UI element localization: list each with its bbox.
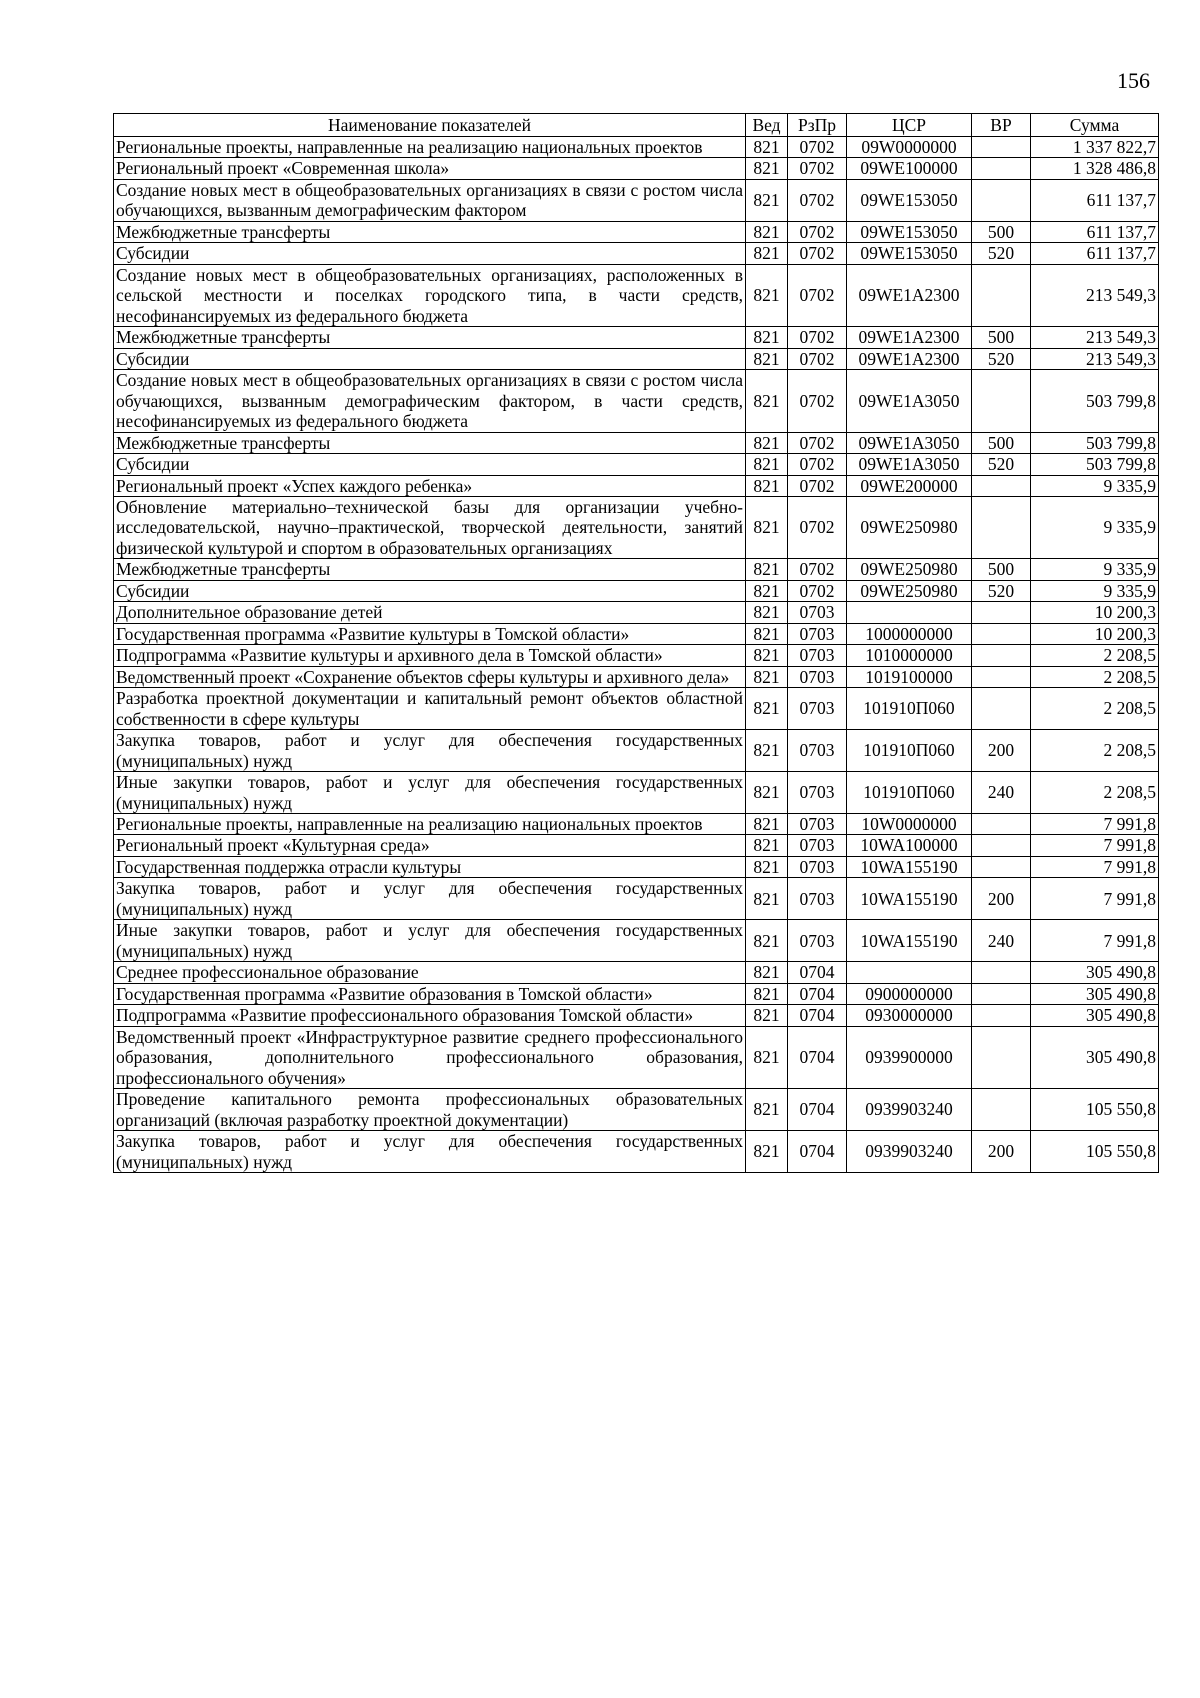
cell-ved: 821 [746, 645, 788, 666]
cell-vr [972, 496, 1031, 558]
table-row [114, 454, 1159, 475]
cell-ved: 821 [746, 878, 788, 920]
cell-ved: 821 [746, 580, 788, 601]
cell-sum: 2 208,5 [1031, 666, 1159, 687]
header-ved: Вед [746, 114, 788, 137]
cell-name: Субсидии [114, 243, 746, 264]
cell-csr: 09WE100000 [847, 158, 972, 179]
cell-name: Создание новых мест в общеобразовательных организациях в связи с ростом числа обучающихся, вызванным демографическим фактором [114, 179, 746, 221]
cell-csr: 09WE200000 [847, 475, 972, 496]
cell-sum: 305 490,8 [1031, 1026, 1159, 1088]
cell-vr [972, 1089, 1031, 1131]
cell-csr: 1019100000 [847, 666, 972, 687]
cell-name: Среднее профессиональное образование [114, 962, 746, 983]
cell-rzpr: 0703 [788, 688, 847, 730]
cell-name: Субсидии [114, 348, 746, 369]
cell-ved: 821 [746, 348, 788, 369]
budget-table [113, 113, 1159, 1173]
cell-csr: 10WA100000 [847, 835, 972, 856]
cell-name: Создание новых мест в общеобразовательных организациях в связи с ростом числа обучающихся, вызванным демографическим фактором, в части средств, несофинансируемых из федерального бюджета [114, 370, 746, 432]
cell-ved: 821 [746, 1005, 788, 1026]
cell-sum: 611 137,7 [1031, 243, 1159, 264]
cell-sum: 2 208,5 [1031, 645, 1159, 666]
cell-sum: 7 991,8 [1031, 856, 1159, 877]
cell-rzpr: 0702 [788, 158, 847, 179]
cell-name: Проведение капитального ремонта профессиональных образовательных организаций (включая разработку проектной документации) [114, 1089, 746, 1131]
header-sum: Сумма [1031, 114, 1159, 137]
cell-vr: 200 [972, 878, 1031, 920]
table-row [114, 264, 1159, 326]
cell-csr: 101910П060 [847, 688, 972, 730]
cell-csr: 09WE1A2300 [847, 348, 972, 369]
cell-rzpr: 0704 [788, 1026, 847, 1088]
cell-rzpr: 0703 [788, 856, 847, 877]
cell-vr: 520 [972, 348, 1031, 369]
cell-name: Региональный проект «Успех каждого ребенка» [114, 475, 746, 496]
cell-ved: 821 [746, 454, 788, 475]
cell-name: Региональный проект «Современная школа» [114, 158, 746, 179]
cell-rzpr: 0702 [788, 137, 847, 158]
cell-ved: 821 [746, 264, 788, 326]
table-row [114, 1131, 1159, 1173]
table-row [114, 580, 1159, 601]
cell-sum: 611 137,7 [1031, 179, 1159, 221]
table-row [114, 920, 1159, 962]
cell-sum: 1 328 486,8 [1031, 158, 1159, 179]
cell-csr: 09WE250980 [847, 496, 972, 558]
cell-ved: 821 [746, 666, 788, 687]
table-row [114, 158, 1159, 179]
cell-name: Дополнительное образование детей [114, 602, 746, 623]
cell-csr: 09WE1A2300 [847, 327, 972, 348]
cell-sum: 105 550,8 [1031, 1131, 1159, 1173]
cell-ved: 821 [746, 559, 788, 580]
cell-name: Ведомственный проект «Сохранение объектов сферы культуры и архивного дела» [114, 666, 746, 687]
cell-rzpr: 0703 [788, 814, 847, 835]
cell-vr [972, 645, 1031, 666]
table-row [114, 666, 1159, 687]
cell-csr: 0939903240 [847, 1131, 972, 1173]
cell-name: Региональные проекты, направленные на реализацию национальных проектов [114, 814, 746, 835]
cell-vr: 520 [972, 454, 1031, 475]
cell-csr: 10W0000000 [847, 814, 972, 835]
cell-ved: 821 [746, 327, 788, 348]
cell-vr [972, 1026, 1031, 1088]
cell-vr: 500 [972, 559, 1031, 580]
table-row [114, 559, 1159, 580]
cell-name: Государственная поддержка отрасли культуры [114, 856, 746, 877]
cell-rzpr: 0702 [788, 221, 847, 242]
table-row [114, 814, 1159, 835]
cell-vr: 500 [972, 327, 1031, 348]
cell-name: Подпрограмма «Развитие культуры и архивного дела в Томской области» [114, 645, 746, 666]
cell-vr [972, 137, 1031, 158]
cell-rzpr: 0704 [788, 1005, 847, 1026]
cell-name: Межбюджетные трансферты [114, 559, 746, 580]
table-row [114, 730, 1159, 772]
cell-name: Закупка товаров, работ и услуг для обеспечения государственных (муниципальных) нужд [114, 1131, 746, 1173]
cell-sum: 305 490,8 [1031, 1005, 1159, 1026]
cell-name: Межбюджетные трансферты [114, 221, 746, 242]
cell-ved: 821 [746, 772, 788, 814]
table-row [114, 1026, 1159, 1088]
table-row [114, 475, 1159, 496]
cell-sum: 9 335,9 [1031, 580, 1159, 601]
cell-ved: 821 [746, 688, 788, 730]
cell-ved: 821 [746, 179, 788, 221]
cell-ved: 821 [746, 137, 788, 158]
cell-ved: 821 [746, 158, 788, 179]
cell-vr [972, 962, 1031, 983]
cell-vr [972, 835, 1031, 856]
cell-vr: 240 [972, 772, 1031, 814]
cell-csr: 10WA155190 [847, 920, 972, 962]
cell-csr: 09WE250980 [847, 580, 972, 601]
cell-sum: 10 200,3 [1031, 602, 1159, 623]
cell-sum: 105 550,8 [1031, 1089, 1159, 1131]
cell-csr: 101910П060 [847, 730, 972, 772]
table-row [114, 856, 1159, 877]
cell-ved: 821 [746, 814, 788, 835]
cell-csr: 0939903240 [847, 1089, 972, 1131]
cell-sum: 503 799,8 [1031, 454, 1159, 475]
cell-sum: 213 549,3 [1031, 264, 1159, 326]
cell-csr: 1000000000 [847, 623, 972, 644]
cell-rzpr: 0702 [788, 580, 847, 601]
cell-rzpr: 0703 [788, 835, 847, 856]
cell-csr: 09WE1A2300 [847, 264, 972, 326]
cell-csr: 10WA155190 [847, 856, 972, 877]
header-name: Наименование показателей [114, 114, 746, 137]
cell-name: Закупка товаров, работ и услуг для обеспечения государственных (муниципальных) нужд [114, 878, 746, 920]
table-row [114, 432, 1159, 453]
cell-ved: 821 [746, 370, 788, 432]
cell-vr [972, 814, 1031, 835]
cell-sum: 611 137,7 [1031, 221, 1159, 242]
cell-ved: 821 [746, 1131, 788, 1173]
cell-sum: 7 991,8 [1031, 920, 1159, 962]
cell-ved: 821 [746, 983, 788, 1004]
cell-sum: 9 335,9 [1031, 559, 1159, 580]
cell-ved: 821 [746, 920, 788, 962]
table-row [114, 1005, 1159, 1026]
table-row [114, 983, 1159, 1004]
header-rzpr: РзПр [788, 114, 847, 137]
table-row [114, 137, 1159, 158]
cell-vr [972, 666, 1031, 687]
cell-name: Субсидии [114, 580, 746, 601]
cell-vr: 200 [972, 730, 1031, 772]
cell-sum: 305 490,8 [1031, 983, 1159, 1004]
cell-name: Государственная программа «Развитие культуры в Томской области» [114, 623, 746, 644]
table-row [114, 243, 1159, 264]
cell-sum: 2 208,5 [1031, 772, 1159, 814]
cell-name: Межбюджетные трансферты [114, 432, 746, 453]
cell-rzpr: 0703 [788, 666, 847, 687]
cell-csr: 0900000000 [847, 983, 972, 1004]
cell-csr: 09WE153050 [847, 221, 972, 242]
cell-name: Создание новых мест в общеобразовательных организациях, расположенных в сельской местности и поселках городского типа, в части средств, несофинансируемых из федерального бюджета [114, 264, 746, 326]
cell-rzpr: 0704 [788, 983, 847, 1004]
cell-sum: 7 991,8 [1031, 835, 1159, 856]
cell-rzpr: 0704 [788, 962, 847, 983]
cell-csr: 0930000000 [847, 1005, 972, 1026]
cell-ved: 821 [746, 243, 788, 264]
cell-sum: 213 549,3 [1031, 327, 1159, 348]
cell-sum: 305 490,8 [1031, 962, 1159, 983]
cell-vr [972, 370, 1031, 432]
cell-rzpr: 0702 [788, 432, 847, 453]
cell-csr: 09WE1A3050 [847, 454, 972, 475]
cell-vr [972, 688, 1031, 730]
cell-rzpr: 0703 [788, 645, 847, 666]
cell-csr: 0939900000 [847, 1026, 972, 1088]
cell-name: Обновление материально–технической базы для организации учебно-исследовательской, научно–практической, творческой деятельности, занятий физической культурой и спортом в образовательных организациях [114, 496, 746, 558]
cell-vr: 520 [972, 580, 1031, 601]
cell-ved: 821 [746, 602, 788, 623]
cell-sum: 1 337 822,7 [1031, 137, 1159, 158]
cell-vr [972, 158, 1031, 179]
cell-ved: 821 [746, 432, 788, 453]
cell-rzpr: 0703 [788, 772, 847, 814]
cell-rzpr: 0702 [788, 475, 847, 496]
table-row [114, 962, 1159, 983]
cell-vr: 500 [972, 221, 1031, 242]
table-row [114, 327, 1159, 348]
cell-name: Ведомственный проект «Инфраструктурное развитие среднего профессионального образования, дополнительного профессионального образования, профессионального обучения» [114, 1026, 746, 1088]
cell-name: Иные закупки товаров, работ и услуг для обеспечения государственных (муниципальных) нужд [114, 920, 746, 962]
cell-vr [972, 475, 1031, 496]
cell-csr: 10WA155190 [847, 878, 972, 920]
table-row [114, 348, 1159, 369]
table-row [114, 370, 1159, 432]
cell-name: Государственная программа «Развитие образования в Томской области» [114, 983, 746, 1004]
cell-csr: 09W0000000 [847, 137, 972, 158]
cell-ved: 821 [746, 623, 788, 644]
cell-rzpr: 0703 [788, 623, 847, 644]
table-row [114, 1089, 1159, 1131]
cell-vr [972, 623, 1031, 644]
cell-ved: 821 [746, 1026, 788, 1088]
cell-csr [847, 602, 972, 623]
header-csr: ЦСР [847, 114, 972, 137]
cell-rzpr: 0703 [788, 920, 847, 962]
cell-rzpr: 0702 [788, 327, 847, 348]
cell-vr: 500 [972, 432, 1031, 453]
cell-rzpr: 0702 [788, 496, 847, 558]
cell-csr: 09WE1A3050 [847, 432, 972, 453]
cell-rzpr: 0702 [788, 454, 847, 475]
cell-name: Иные закупки товаров, работ и услуг для обеспечения государственных (муниципальных) нужд [114, 772, 746, 814]
cell-rzpr: 0703 [788, 730, 847, 772]
cell-sum: 7 991,8 [1031, 814, 1159, 835]
table-row [114, 179, 1159, 221]
table-row [114, 623, 1159, 644]
cell-sum: 2 208,5 [1031, 730, 1159, 772]
cell-name: Региональный проект «Культурная среда» [114, 835, 746, 856]
cell-name: Региональные проекты, направленные на реализацию национальных проектов [114, 137, 746, 158]
header-vr: ВР [972, 114, 1031, 137]
table-row [114, 645, 1159, 666]
cell-csr: 101910П060 [847, 772, 972, 814]
cell-csr: 09WE153050 [847, 243, 972, 264]
cell-vr [972, 602, 1031, 623]
cell-name: Закупка товаров, работ и услуг для обеспечения государственных (муниципальных) нужд [114, 730, 746, 772]
cell-rzpr: 0702 [788, 264, 847, 326]
cell-rzpr: 0704 [788, 1089, 847, 1131]
table-row [114, 688, 1159, 730]
cell-rzpr: 0702 [788, 559, 847, 580]
cell-vr: 200 [972, 1131, 1031, 1173]
cell-ved: 821 [746, 496, 788, 558]
cell-csr: 09WE1A3050 [847, 370, 972, 432]
cell-rzpr: 0702 [788, 179, 847, 221]
table-row [114, 878, 1159, 920]
cell-name: Межбюджетные трансферты [114, 327, 746, 348]
cell-ved: 821 [746, 962, 788, 983]
table-row [114, 221, 1159, 242]
cell-rzpr: 0702 [788, 370, 847, 432]
cell-rzpr: 0703 [788, 878, 847, 920]
cell-csr: 1010000000 [847, 645, 972, 666]
cell-rzpr: 0703 [788, 602, 847, 623]
cell-sum: 503 799,8 [1031, 432, 1159, 453]
cell-rzpr: 0702 [788, 348, 847, 369]
cell-csr: 09WE153050 [847, 179, 972, 221]
cell-sum: 2 208,5 [1031, 688, 1159, 730]
table-row [114, 772, 1159, 814]
cell-name: Субсидии [114, 454, 746, 475]
cell-sum: 213 549,3 [1031, 348, 1159, 369]
cell-sum: 9 335,9 [1031, 496, 1159, 558]
table-row [114, 496, 1159, 558]
cell-vr [972, 856, 1031, 877]
cell-ved: 821 [746, 1089, 788, 1131]
cell-csr [847, 962, 972, 983]
cell-vr: 240 [972, 920, 1031, 962]
cell-vr: 520 [972, 243, 1031, 264]
cell-vr [972, 264, 1031, 326]
cell-ved: 821 [746, 835, 788, 856]
cell-vr [972, 1005, 1031, 1026]
cell-vr [972, 179, 1031, 221]
cell-sum: 10 200,3 [1031, 623, 1159, 644]
cell-sum: 503 799,8 [1031, 370, 1159, 432]
cell-csr: 09WE250980 [847, 559, 972, 580]
cell-rzpr: 0704 [788, 1131, 847, 1173]
table-row [114, 602, 1159, 623]
table-header-row [114, 114, 1159, 137]
cell-ved: 821 [746, 221, 788, 242]
cell-ved: 821 [746, 475, 788, 496]
cell-vr [972, 983, 1031, 1004]
table-row [114, 835, 1159, 856]
cell-rzpr: 0702 [788, 243, 847, 264]
cell-ved: 821 [746, 856, 788, 877]
cell-ved: 821 [746, 730, 788, 772]
cell-sum: 9 335,9 [1031, 475, 1159, 496]
cell-name: Подпрограмма «Развитие профессионального образования Томской области» [114, 1005, 746, 1026]
cell-sum: 7 991,8 [1031, 878, 1159, 920]
page-number: 156 [1117, 68, 1150, 93]
cell-name: Разработка проектной документации и капитальный ремонт объектов областной собственности в сфере культуры [114, 688, 746, 730]
